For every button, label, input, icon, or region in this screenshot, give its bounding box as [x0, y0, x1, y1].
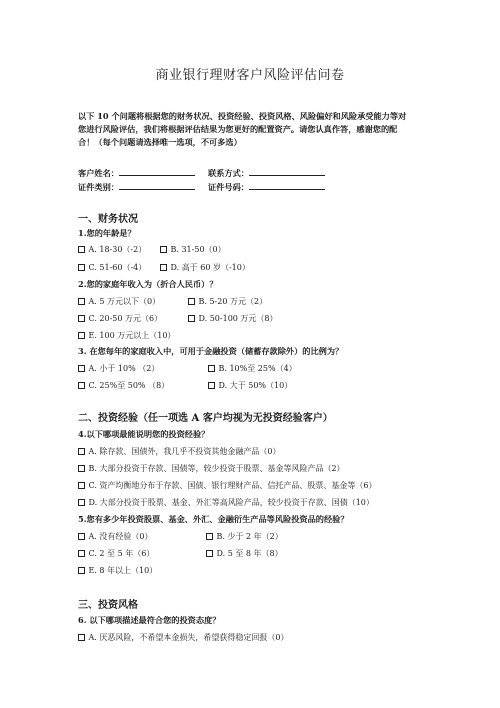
option-q2-a[interactable]: A. 5 万元以下（0） — [78, 296, 160, 307]
option-q3-b[interactable]: B. 10%至 25%（4） — [208, 363, 297, 374]
option-q5-b[interactable]: B. 少于 2 年（2） — [206, 531, 283, 542]
question-6: 6. 以下哪项描述最符合您的投资态度？ — [78, 615, 221, 625]
option-q4-b[interactable]: B. 大部分投资于存款、国债等，较少投资于股票、基金等风险产品（2） — [78, 463, 345, 474]
option-q3-d[interactable]: D. 大于 50%（10） — [208, 380, 292, 391]
option-q1-d[interactable]: D. 高于 60 岁（-10） — [160, 262, 250, 273]
question-4: 4.以下哪项最能说明您的投资经验？ — [78, 429, 210, 439]
page-title: 商业银行理财客户风险评估问卷 — [155, 68, 345, 83]
customer-name-label: 客户姓名： — [78, 168, 119, 178]
question-3: 3. 在您每年的家庭收入中，可用于金融投资（储蓄存款除外）的比例为？ — [78, 346, 344, 356]
option-q4-d[interactable]: D. 大部分投资于股票、基金、外汇等高风险产品，较少投资于存款、国债（10） — [78, 497, 374, 508]
checkbox-icon[interactable] — [188, 298, 195, 305]
section-heading: 一、财务状况 — [78, 214, 138, 225]
id-number-label: 证件号码： — [208, 182, 249, 192]
checkbox-icon[interactable] — [78, 499, 85, 506]
checkbox-icon[interactable] — [206, 533, 213, 540]
id-type-field — [78, 181, 195, 193]
contact-label: 联系方式： — [208, 168, 249, 178]
option-q4-c[interactable]: C. 资产均衡地分布于存款、国债、银行理财产品、信托产品、股票、基金等（6） — [78, 480, 377, 491]
option-q1-a[interactable]: A. 18-30（-2） — [78, 244, 146, 255]
contact-field — [208, 167, 325, 179]
option-q3-c[interactable]: C. 25%至 50% （8） — [78, 380, 169, 391]
checkbox-icon[interactable] — [78, 550, 85, 557]
section-heading: 三、投资风格 — [78, 600, 138, 611]
option-q6-a[interactable]: A. 厌恶风险，不希望本金损失，希望获得稳定回报（0） — [78, 632, 288, 643]
contact-blank[interactable] — [249, 167, 325, 176]
intro-line: 您进行风险评估，我们将根据评估结果为您更好的配置资产。请您认真作答，感谢您的配 — [78, 124, 398, 134]
intro-paragraph — [78, 110, 428, 149]
checkbox-icon[interactable] — [78, 332, 85, 339]
question-2: 2.您的家庭年收入为（折合人民币）？ — [78, 279, 218, 289]
id-number-field — [208, 181, 325, 193]
checkbox-icon[interactable] — [78, 634, 85, 641]
option-q1-c[interactable]: C. 51-60（-4） — [78, 262, 146, 273]
option-q4-a[interactable]: A. 除存款、国债外，我几乎不投资其他金融产品（0） — [78, 446, 280, 457]
checkbox-icon[interactable] — [78, 448, 85, 455]
option-q5-c[interactable]: C. 2 至 5 年（6） — [78, 548, 154, 559]
intro-line: 以下 10 个问题将根据您的财务状况、投资经验、投资风格、风险偏好和风险承受能力等对 — [78, 111, 407, 121]
option-q2-e[interactable]: E. 100 万元以上（10） — [78, 330, 175, 341]
checkbox-icon[interactable] — [188, 315, 195, 322]
checkbox-icon[interactable] — [78, 567, 85, 574]
option-q2-b[interactable]: B. 5-20 万元（2） — [188, 296, 267, 307]
option-q1-b[interactable]: B. 31-50（0） — [160, 244, 226, 255]
checkbox-icon[interactable] — [208, 382, 215, 389]
option-q5-e[interactable]: E. 8 年以上（10） — [78, 565, 157, 576]
checkbox-icon[interactable] — [78, 298, 85, 305]
option-q2-c[interactable]: C. 20-50 万元（6） — [78, 313, 162, 324]
question-5: 5.您有多少年投资股票、基金、外汇、金融衍生产品等风险投资品的经验？ — [78, 514, 349, 524]
id-number-blank[interactable] — [249, 181, 325, 190]
checkbox-icon[interactable] — [78, 365, 85, 372]
checkbox-icon[interactable] — [78, 533, 85, 540]
option-q2-d[interactable]: D. 50-100 万元（8） — [188, 313, 278, 324]
checkbox-icon[interactable] — [78, 465, 85, 472]
customer-name-field — [78, 167, 195, 179]
option-q5-d[interactable]: D. 5 至 8 年（8） — [206, 548, 283, 559]
option-q5-a[interactable]: A. 没有经验（0） — [78, 531, 152, 542]
id-type-blank[interactable] — [119, 181, 195, 190]
checkbox-icon[interactable] — [160, 264, 167, 271]
checkbox-icon[interactable] — [206, 550, 213, 557]
checkbox-icon[interactable] — [78, 264, 85, 271]
checkbox-icon[interactable] — [78, 482, 85, 489]
checkbox-icon[interactable] — [78, 315, 85, 322]
checkbox-icon[interactable] — [208, 365, 215, 372]
checkbox-icon[interactable] — [160, 246, 167, 253]
section-heading: 二、投资经验（任一项选 A 客户均视为无投资经验客户） — [78, 413, 333, 424]
question-1: 1.您的年龄是？ — [78, 228, 136, 238]
option-q3-a[interactable]: A. 小于 10% （2） — [78, 363, 159, 374]
customer-name-blank[interactable] — [119, 167, 195, 176]
intro-line: 合！（每个问题请选择唯一选项，不可多选） — [78, 137, 242, 147]
checkbox-icon[interactable] — [78, 246, 85, 253]
checkbox-icon[interactable] — [78, 382, 85, 389]
id-type-label: 证件类别： — [78, 182, 119, 192]
